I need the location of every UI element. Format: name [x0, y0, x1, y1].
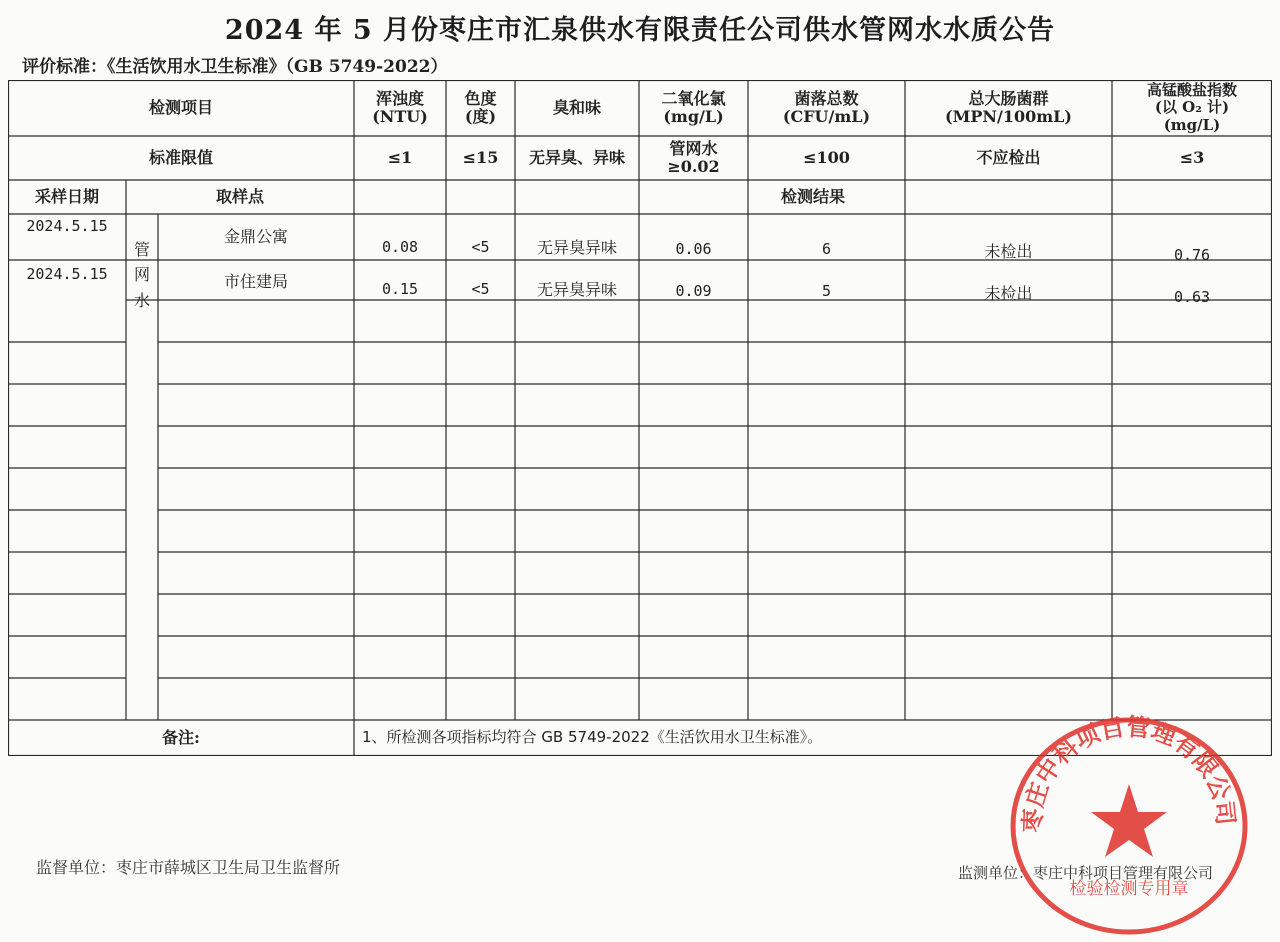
- monitor-unit: 监测单位：枣庄中科项目管理有限公司: [958, 864, 1214, 882]
- sampling-date-label: 采样日期: [34, 186, 99, 206]
- water-type-char-1: 管: [133, 239, 150, 259]
- col-color-unit: (度): [464, 107, 497, 126]
- sampling-point-label: 取样点: [215, 186, 264, 206]
- row1-coliform: 未检出: [984, 241, 1033, 261]
- col-permanganate-unit: (mg/L): [1163, 115, 1221, 134]
- col-chlorine-dioxide-unit: (mg/L): [663, 107, 724, 126]
- col-turbidity-unit: (NTU): [372, 107, 428, 126]
- col-permanganate-header: [1112, 80, 1272, 136]
- row2-colony-count: 5: [821, 282, 832, 301]
- col-color-header: [446, 80, 515, 136]
- col-turbidity-name: 浑浊度: [375, 88, 424, 108]
- col-colony-count-header: [748, 80, 905, 136]
- row1-point: 金鼎公寓: [223, 226, 288, 246]
- seal-star: [1091, 784, 1167, 857]
- limit-colony-count: ≤100: [803, 147, 850, 167]
- col-colony-count-unit: (CFU/mL): [782, 107, 871, 126]
- col-chlorine-dioxide-header: [639, 80, 748, 136]
- limit-permanganate: ≤3: [1179, 147, 1205, 167]
- row2-color: <5: [471, 280, 490, 299]
- evaluation-standard: 评价标准：《生活饮用水卫生标准》（GB 5749-2022）: [22, 57, 448, 77]
- limit-chlorine-dioxide: [639, 136, 748, 180]
- col-coliform-name: 总大肠菌群: [968, 88, 1049, 108]
- row2-date: 2024.5.15: [26, 265, 108, 284]
- row1-date: 2024.5.15: [26, 217, 108, 236]
- seal-arc-text: 枣庄中科项目管理有限公司: [1017, 712, 1241, 833]
- limit-chlorine-dioxide-line1: 管网水: [669, 138, 718, 158]
- water-type-char-2: 网: [133, 265, 150, 285]
- water-type-char-3: 水: [133, 290, 150, 310]
- limit-odor: 无异臭、异味: [528, 147, 625, 167]
- row2-permanganate: 0.63: [1173, 288, 1211, 307]
- col-coliform-unit: (MPN/100mL): [945, 107, 1072, 126]
- limit-turbidity: ≤1: [387, 147, 413, 167]
- col-turbidity-header: [354, 80, 446, 136]
- col-permanganate-unit-line2: (以 O₂ 计): [1154, 98, 1230, 117]
- seal-sub-text: 检验检测专用章: [1069, 879, 1189, 899]
- limit-label: 标准限值: [148, 147, 213, 167]
- col-color-name: 色度: [464, 88, 497, 108]
- remarks-text: 1、所检测各项指标均符合 GB 5749-2022《生活饮用水卫生标准》。: [362, 728, 823, 747]
- row2-odor: 无异臭异味: [536, 279, 617, 299]
- row2-point: 市住建局: [223, 271, 288, 291]
- col-permanganate-name: 高锰酸盐指数: [1146, 81, 1237, 100]
- row1-permanganate: 0.76: [1173, 246, 1211, 265]
- col-coliform-header: [905, 80, 1112, 136]
- col-colony-count-name: 菌落总数: [794, 88, 859, 108]
- limit-coliform: 不应检出: [976, 147, 1041, 167]
- remarks-label: 备注:: [162, 727, 200, 747]
- water-quality-table: [8, 80, 1272, 756]
- limit-chlorine-dioxide-line2: ≥0.02: [667, 157, 720, 176]
- col-chlorine-dioxide-name: 二氧化氯: [661, 88, 726, 108]
- row1-colony-count: 6: [821, 240, 832, 259]
- row2-chlorine-dioxide: 0.09: [675, 282, 712, 301]
- row1-odor: 无异臭异味: [536, 237, 617, 257]
- row1-chlorine-dioxide: 0.06: [675, 240, 712, 259]
- row1-turbidity: 0.08: [381, 238, 419, 257]
- water-type-label: [126, 230, 158, 320]
- results-label: 检测结果: [780, 186, 845, 206]
- row2-coliform: 未检出: [984, 283, 1033, 303]
- limit-color: ≤15: [462, 147, 499, 167]
- supervisor-unit: 监督单位：枣庄市薛城区卫生局卫生监督所: [36, 858, 341, 877]
- row2-turbidity: 0.15: [381, 280, 419, 299]
- header-item-label: 检测项目: [148, 97, 213, 117]
- company-seal-stamp: [1003, 712, 1253, 938]
- col-odor-header: 臭和味: [552, 97, 601, 117]
- document-title: 2024 年 5 月份枣庄市汇泉供水有限责任公司供水管网水水质公告: [224, 15, 1056, 46]
- row1-color: <5: [471, 238, 490, 257]
